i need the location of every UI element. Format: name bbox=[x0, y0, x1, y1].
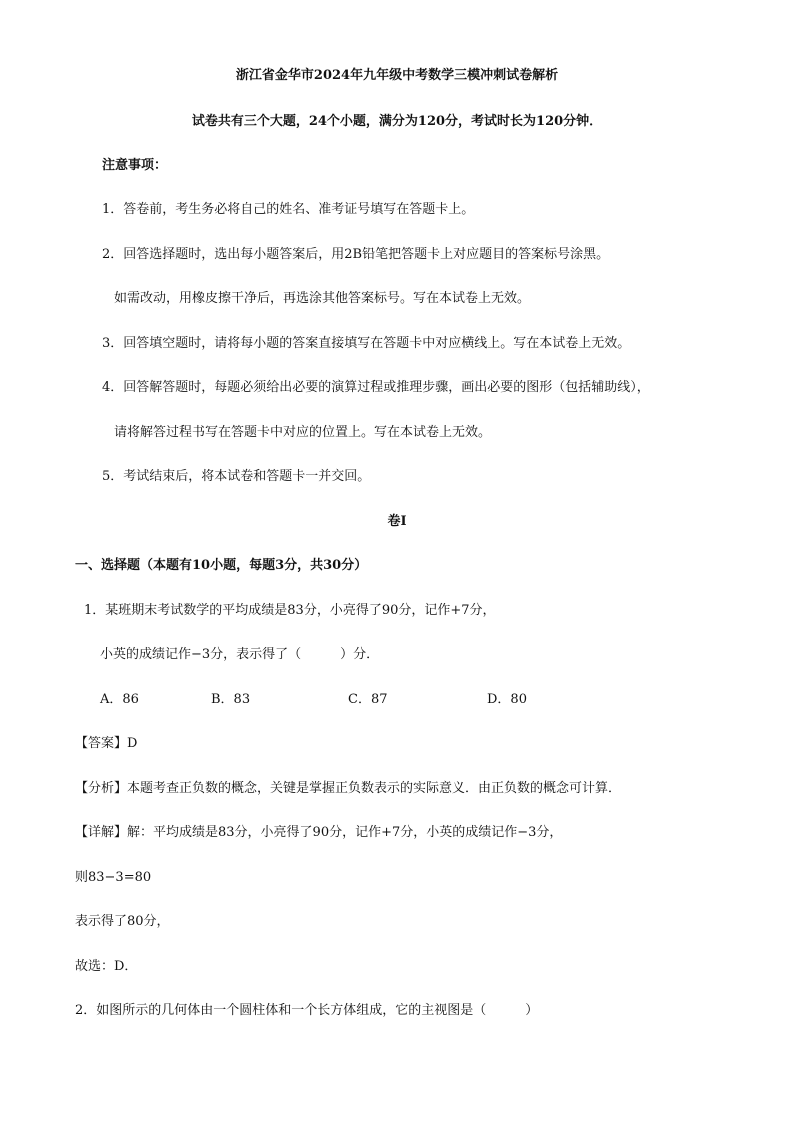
notice-item-3: 3．回答填空题时，请将每小题的答案直接填写在答题卡中对应横线上。写在本试卷上无效。 bbox=[102, 336, 631, 351]
question-2-line-1: 2．如图所示的几何体由一个圆柱体和一个长方体组成，它的主视图是（ ） bbox=[75, 1003, 539, 1018]
notice-item-1: 1．答卷前，考生务必将自己的姓名、准考证号填写在答题卡上。 bbox=[102, 202, 475, 217]
section-heading: 一、选择题（本题有10小题，每题3分，共30分） bbox=[75, 558, 368, 573]
notice-item-4-cont: 请将解答过程书写在答题卡中对应的位置上。写在本试卷上无效。 bbox=[114, 425, 492, 440]
volume-label: 卷Ⅰ bbox=[387, 514, 407, 529]
notice-item-2: 2．回答选择题时，选出每小题答案后，用2B铅笔把答题卡上对应题目的答案标号涂黑。 bbox=[102, 247, 610, 262]
result: 表示得了80分， bbox=[75, 914, 170, 929]
question-1-line-2: 小英的成绩记作−3分，表示得了（ ）分． bbox=[100, 647, 380, 662]
calculation: 则83−3=80 bbox=[75, 870, 152, 885]
page-title: 浙江省金华市2024年九年级中考数学三模冲刺试卷解析 bbox=[235, 68, 559, 83]
exam-info: 试卷共有三个大题，24个小题，满分为120分，考试时长为120分钟． bbox=[191, 114, 603, 129]
notice-item-5: 5．考试结束后，将本试卷和答题卡一并交回。 bbox=[102, 469, 371, 484]
detail: 【详解】解：平均成绩是83分，小亮得了90分，记作+7分，小英的成绩记作−3分， bbox=[75, 825, 563, 840]
final-choice: 故选：D． bbox=[75, 959, 138, 974]
answer: 【答案】D bbox=[75, 736, 138, 751]
notice-heading: 注意事项： bbox=[102, 158, 168, 173]
option-a: A．86 bbox=[100, 692, 139, 707]
notice-item-2-cont: 如需改动，用橡皮擦干净后，再选涂其他答案标号。写在本试卷上无效。 bbox=[114, 291, 531, 306]
option-d: D．80 bbox=[487, 692, 527, 707]
question-1-line-1: 1．某班期末考试数学的平均成绩是83分，小亮得了90分，记作+7分， bbox=[84, 603, 496, 618]
notice-item-4: 4．回答解答题时，每题必须给出必要的演算过程或推理步骤，画出必要的图形（包括辅助线）， bbox=[102, 380, 650, 395]
option-c: C．87 bbox=[348, 692, 388, 707]
option-b: B．83 bbox=[211, 692, 251, 707]
analysis: 【分析】本题考查正负数的概念，关键是掌握正负数表示的实际意义．由正负数的概念可计算． bbox=[75, 781, 622, 796]
